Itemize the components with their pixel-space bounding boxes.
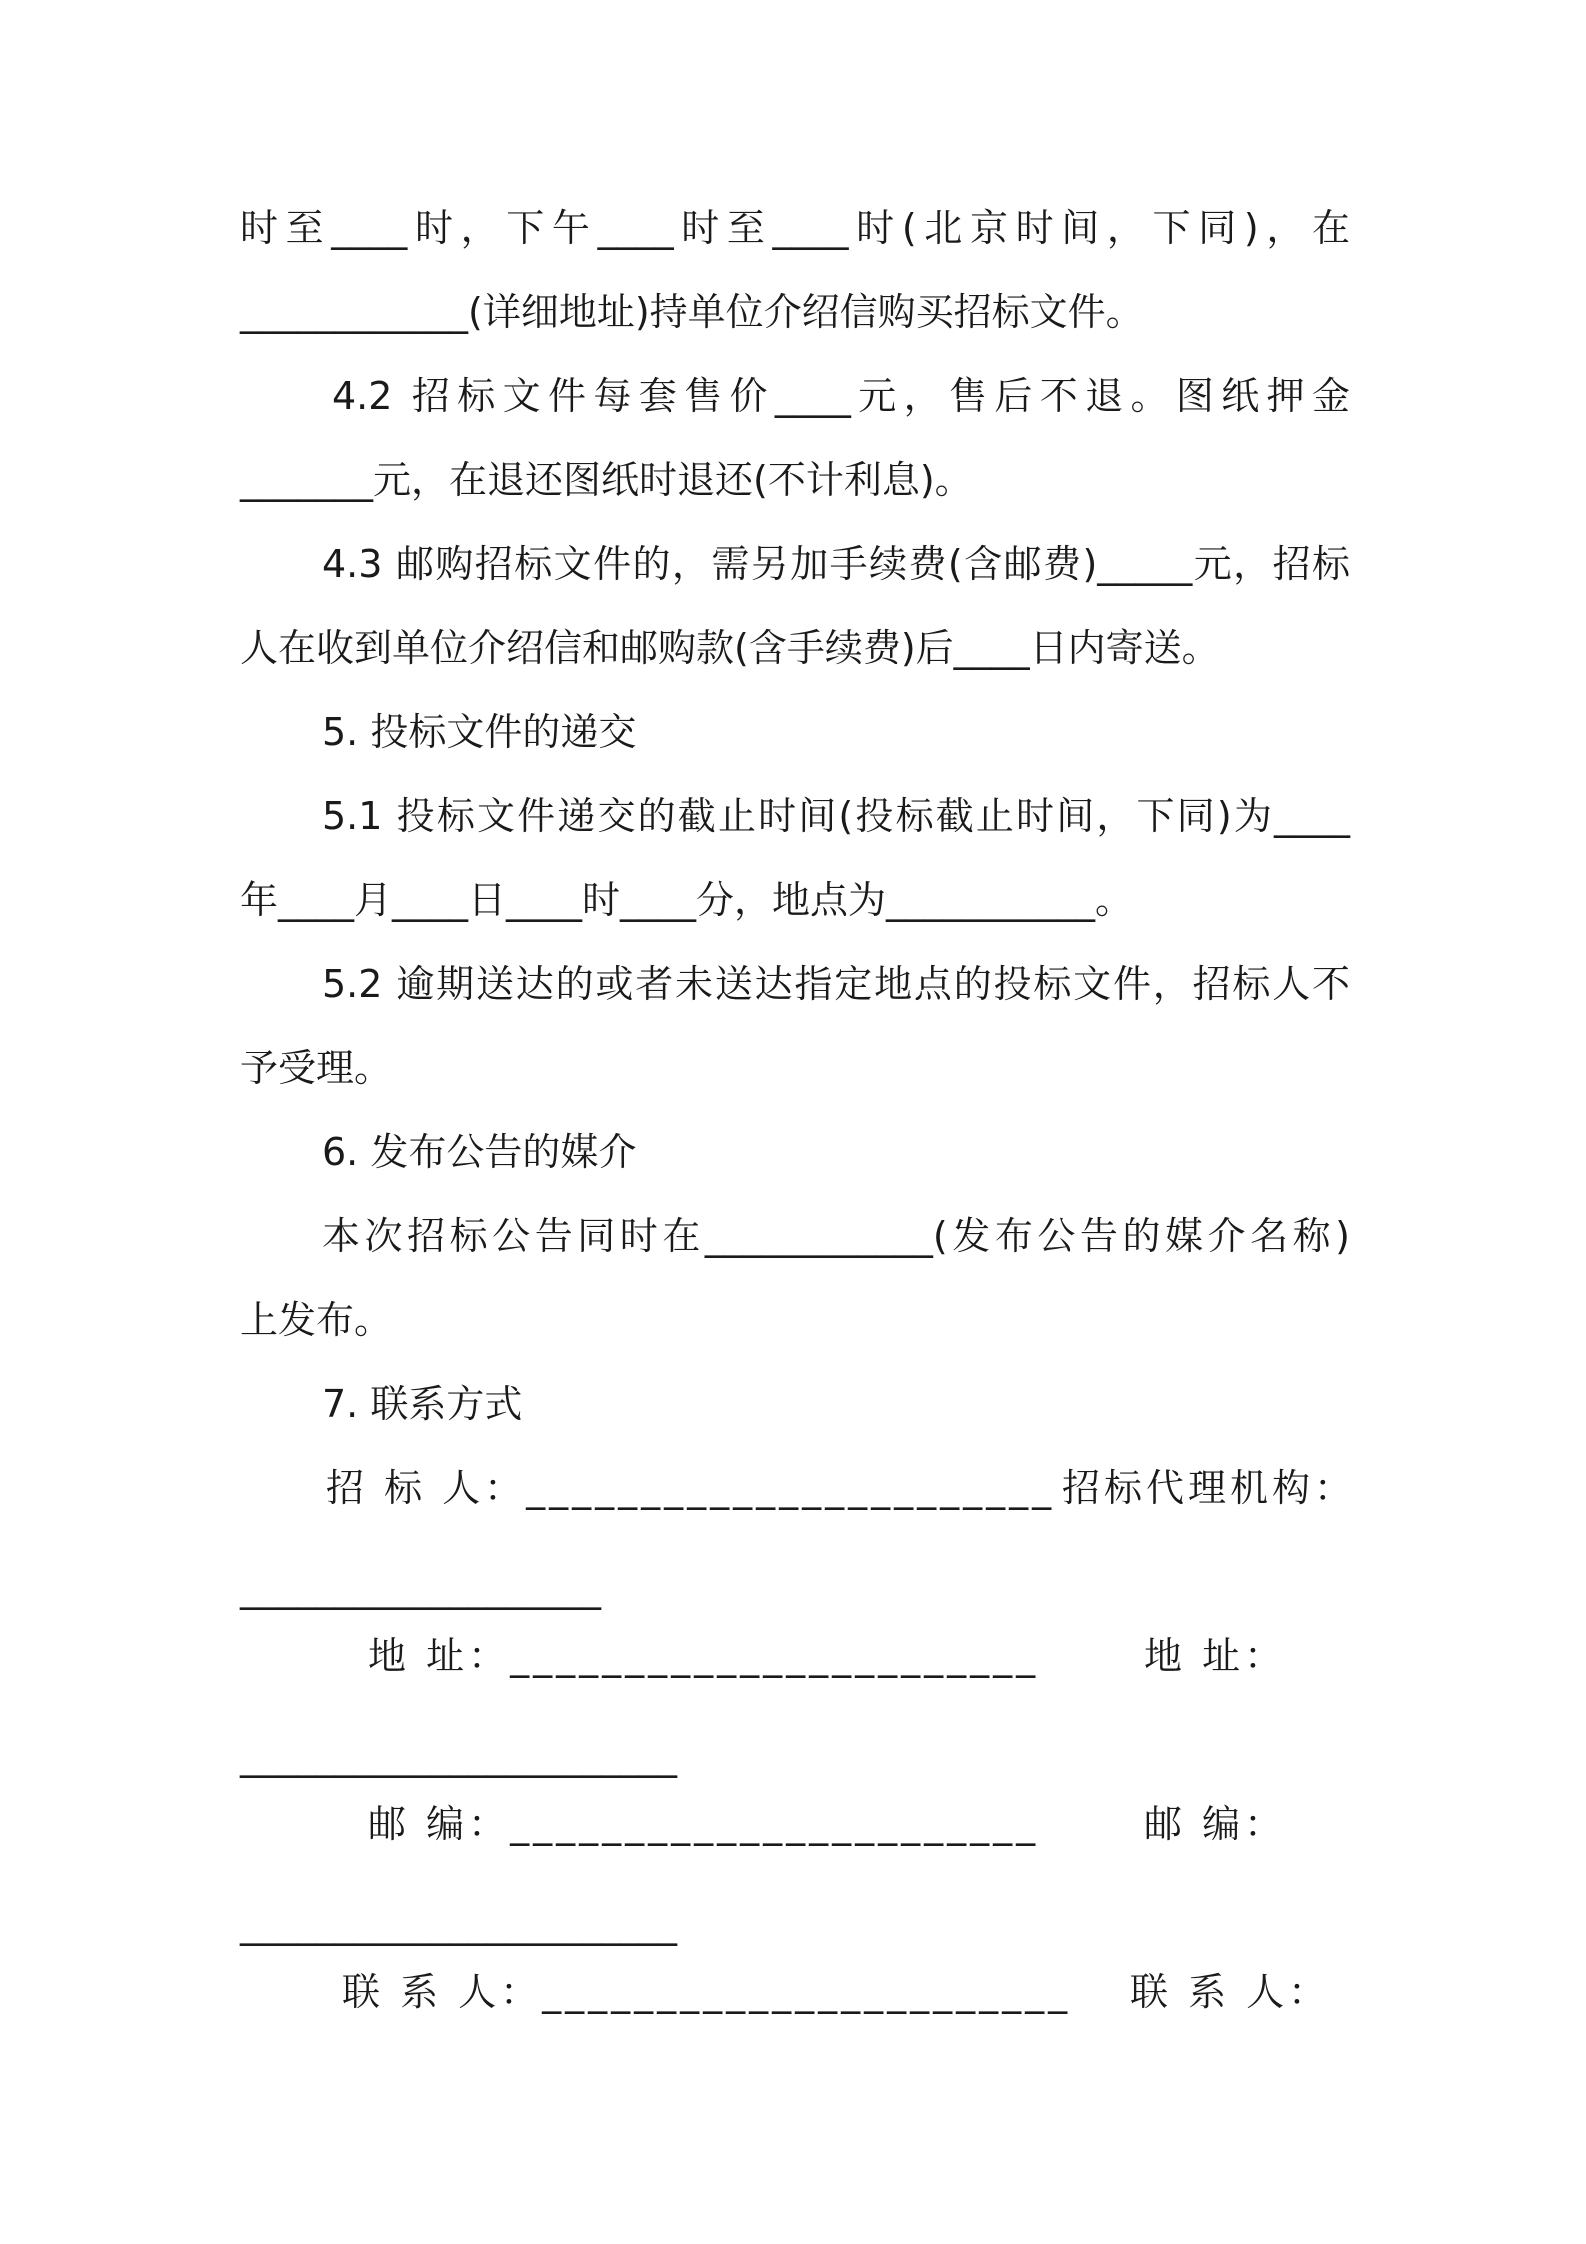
text-line-11: 予受理。 [240,1046,393,1090]
contact-agency-label: 招标代理机构： [1062,1466,1357,1510]
section-heading-7: 7. 联系方式 [322,1382,523,1426]
text-line-5: 4.3 邮购招标文件的，需另加手续费(含邮费)_____元，招标 [322,542,1350,586]
contact-person-label-right: 联 系 人： [1130,1970,1331,2014]
contact-person-field: 联 系 人：_______________________ [342,1970,1072,2014]
section-heading-5: 5. 投标文件的递交 [322,710,637,754]
text-line-1: 时至____时，下午____时至____时(北京时间，下同)，在 [240,206,1350,250]
text-line-10: 5.2 逾期送达的或者未送达指定地点的投标文件，招标人不 [322,962,1350,1006]
text-line-6: 人在收到单位介绍信和邮购款(含手续费)后____日内寄送。 [240,626,1220,670]
text-line-2: ____________(详细地址)持单位介绍信购买招标文件。 [240,290,1144,334]
contact-agency-blank: ___________________ [240,1566,601,1610]
contact-postcode-blank: _______________________ [240,1902,677,1946]
section-heading-6: 6. 发布公告的媒介 [322,1130,637,1174]
contact-postcode-label-right: 邮 编： [1144,1802,1287,1846]
text-line-8: 5.1 投标文件递交的截止时间(投标截止时间，下同)为____ [322,794,1350,838]
contact-postcode-field: 邮 编：_______________________ [368,1802,1040,1846]
text-line-4: _______元，在退还图纸时退还(不计利息)。 [240,458,973,502]
contact-address-label-right: 地 址： [1144,1634,1287,1678]
contact-tenderer-field: 招 标 人：_______________________ [326,1466,1056,1510]
text-line-13: 本次招标公告同时在____________(发布公告的媒介名称) [322,1214,1350,1258]
text-line-14: 上发布。 [240,1298,393,1342]
text-line-9: 年____月____日____时____分，地点为___________。 [240,878,1134,922]
text-line-3: 4.2 招标文件每套售价____元，售后不退。图纸押金 [332,374,1350,418]
contact-address-field: 地 址：_______________________ [368,1634,1040,1678]
contact-address-blank: _______________________ [240,1734,677,1778]
